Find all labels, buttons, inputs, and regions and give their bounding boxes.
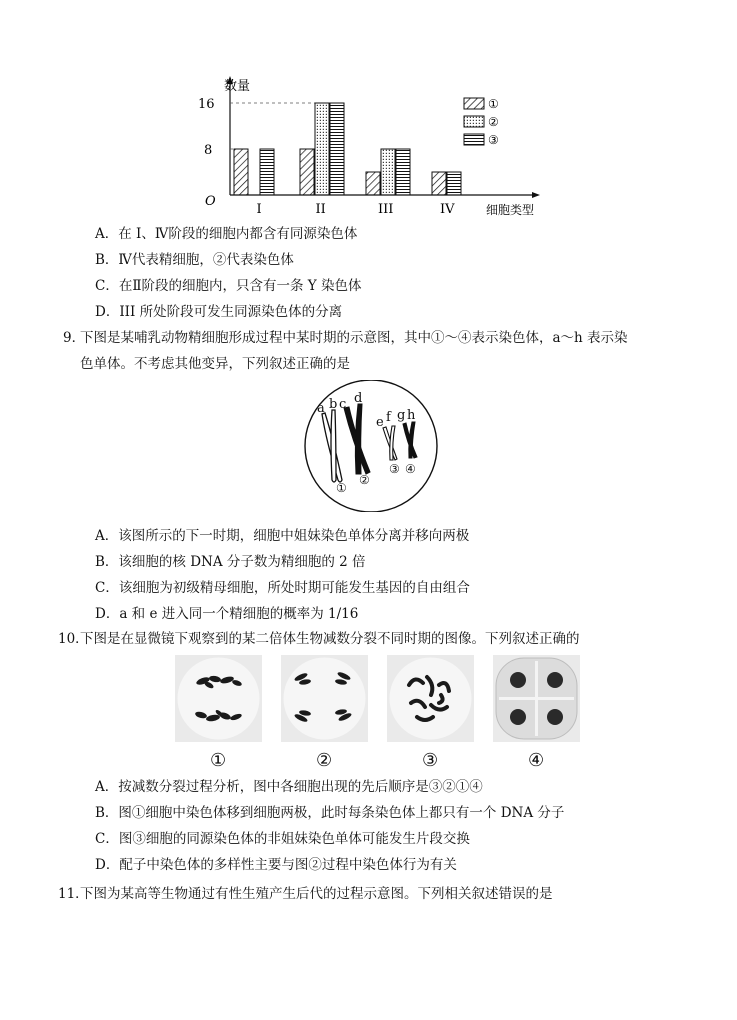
bar-III-series-3: [396, 149, 410, 195]
x-tick-I: I: [256, 202, 262, 217]
legend-label-1: ①: [488, 97, 499, 111]
label-chromosome-2: ②: [359, 473, 370, 487]
label-chromosome-3: ③: [389, 462, 400, 476]
chromosome-diagram: [300, 380, 442, 512]
chromosome-1: [322, 410, 342, 482]
chromosome-4: [403, 422, 417, 458]
x-tick-II: II: [315, 202, 326, 217]
q9-option-c: C．该细胞为初级精母细胞，所处时期可能发生基因的自由组合: [95, 580, 470, 596]
q9-option-a: A．该图所示的下一时期，细胞中姐妹染色单体分离并移向两极: [95, 528, 470, 544]
micrograph-label-4: ④: [528, 750, 545, 771]
micrograph-1: [175, 655, 262, 742]
bar-II-series-1: [300, 149, 314, 195]
q8-option-b: B．Ⅳ代表精细胞，②代表染色体: [95, 252, 294, 268]
q10-option-d: D．配子中染色体的多样性主要与图②过程中染色体行为有关: [95, 857, 457, 873]
legend-swatch-3: [464, 134, 484, 145]
cell-outline: [305, 380, 437, 512]
q9-number: 9．: [63, 330, 86, 346]
q8-option-d: D．III 所处阶段可发生同源染色体的分离: [95, 304, 343, 320]
q8-option-a: A．在 I、Ⅳ阶段的细胞内都含有同源染色体: [95, 226, 358, 242]
legend-swatch-2: [464, 116, 484, 127]
bar-group: [234, 103, 461, 195]
bar-II-series-2: [315, 103, 329, 195]
x-tick-IV: IV: [440, 202, 455, 217]
label-chromosome-4: ④: [405, 462, 416, 476]
label-c: c: [339, 397, 347, 412]
legend-label-3: ③: [488, 133, 499, 147]
label-a: a: [317, 401, 325, 416]
q10-number: 10．: [58, 631, 89, 647]
q9-option-d: D．a 和 e 进入同一个精细胞的概率为 1/16: [95, 606, 359, 622]
q11-number: 11．: [58, 886, 89, 902]
q10-option-c: C．图③细胞的同源染色体的非姐妹染色单体可能发生片段交换: [95, 831, 470, 847]
label-e: e: [376, 415, 384, 430]
origin-label: O: [205, 194, 216, 209]
y-tick-16: 16: [198, 97, 215, 112]
bar-I-series-3: [260, 149, 274, 195]
q10-stem: 下图是在显微镜下观察到的某二倍体生物减数分裂不同时期的图像。下列叙述正确的: [80, 631, 580, 647]
micrograph-3: [387, 655, 474, 742]
x-tick-group: [257, 202, 456, 217]
label-f: f: [386, 410, 391, 425]
q10-option-b: B．图①细胞中染色体移到细胞两极，此时每条染色体上都只有一个 DNA 分子: [95, 805, 565, 821]
micrograph-2: [281, 655, 368, 742]
legend-swatch-1: [464, 98, 484, 109]
q9-stem-line1: 下图是某哺乳动物精细胞形成过程中某时期的示意图，其中①～④表示染色体，a～h 表示染: [80, 330, 628, 346]
bar-IV-series-3: [447, 172, 461, 195]
bar-II-series-3: [330, 103, 344, 195]
bar-I-series-1: [234, 149, 248, 195]
bar-III-series-1: [366, 172, 380, 195]
label-g: g: [397, 408, 406, 423]
label-b: b: [329, 397, 338, 412]
y-axis-title: 数量: [224, 79, 251, 94]
chromosome-2: [344, 404, 370, 474]
y-tick-8: 8: [204, 143, 213, 158]
q10-option-a: A．按减数分裂过程分析，图中各细胞出现的先后顺序是③②①④: [95, 779, 483, 795]
q9-option-b: B．该细胞的核 DNA 分子数为精细胞的 2 倍: [95, 554, 366, 570]
micrograph-4: [493, 655, 580, 742]
x-axis-title: 细胞类型: [486, 203, 535, 217]
micrograph-label-3: ③: [422, 750, 439, 771]
q8-option-c: C．在Ⅱ阶段的细胞内，只含有一条 Y 染色体: [95, 278, 362, 294]
bar-IV-series-1: [432, 172, 446, 195]
bar-chart: [190, 74, 560, 222]
x-axis-arrow: [532, 192, 540, 198]
chromosome-3: [383, 426, 397, 460]
label-d: d: [354, 391, 363, 406]
x-tick-III: III: [378, 202, 394, 217]
micrograph-label-2: ②: [316, 750, 333, 771]
q11-stem: 下图为某高等生物通过有性生殖产生后代的过程示意图。下列相关叙述错误的是: [80, 886, 553, 902]
micrograph-label-1: ①: [210, 750, 227, 771]
label-h: h: [407, 408, 416, 423]
legend-label-2: ②: [488, 115, 499, 129]
bar-III-series-2: [381, 149, 395, 195]
label-chromosome-1: ①: [336, 481, 347, 495]
q9-stem-line2: 色单体。不考虑其他变异，下列叙述正确的是: [80, 356, 350, 372]
